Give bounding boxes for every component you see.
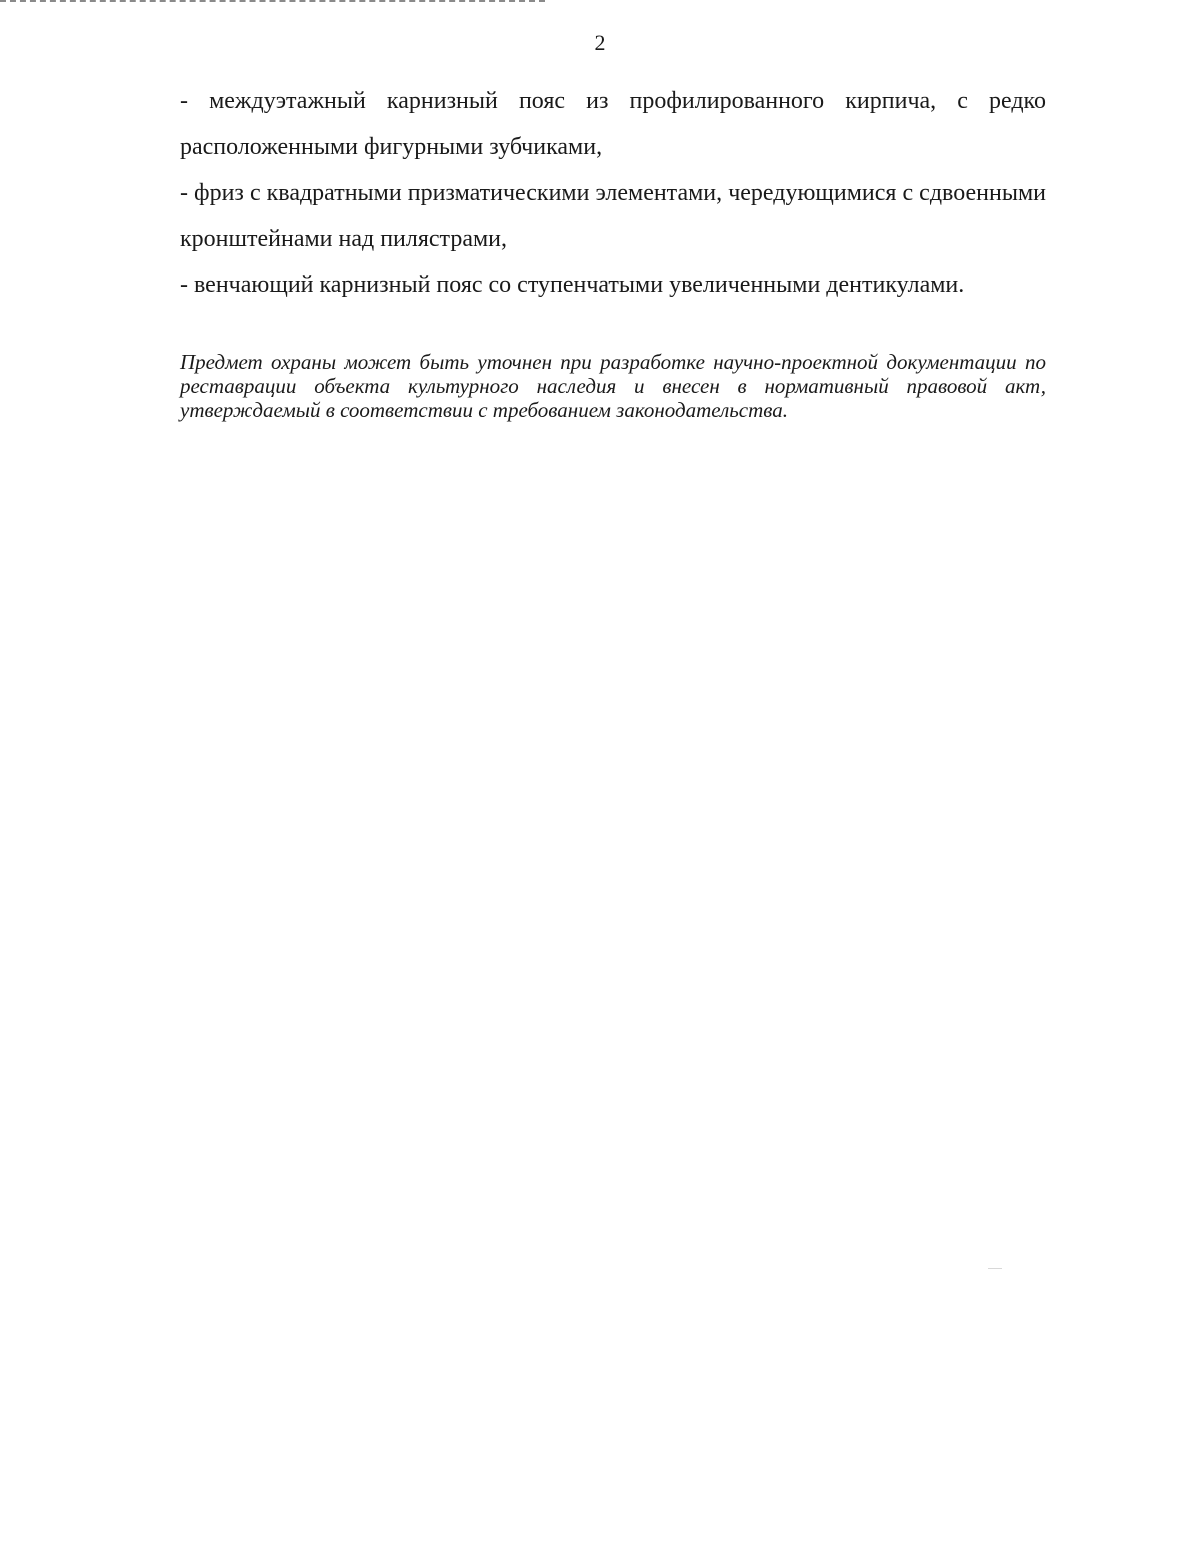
- scan-mark: [988, 1268, 1002, 1269]
- page-number: 2: [594, 30, 606, 55]
- list-item-cornice-belt: - междуэтажный карнизный пояс из профилированного кирпича, с редко расположенными фигурными зубчиками,: [180, 88, 1046, 160]
- protection-subject-note: Предмет охраны может быть уточнен при разработке научно-проектной документации по реставрации объекта культурного наследия и внесен в нормативный правовой акт, утверждаемый в соответствии с требованием законодательства.: [180, 350, 1046, 422]
- list-item-frieze: - фриз с квадратными призматическими элементами, чередующимися с сдвоенными кронштейнами над пилястрами,: [180, 180, 1046, 252]
- protected-elements-list: [180, 78, 1046, 308]
- dashed-cut-line: [0, 0, 545, 2]
- list-item-crowning-cornice: - венчающий карнизный пояс со ступенчатыми увеличенными дентикулами.: [180, 272, 965, 298]
